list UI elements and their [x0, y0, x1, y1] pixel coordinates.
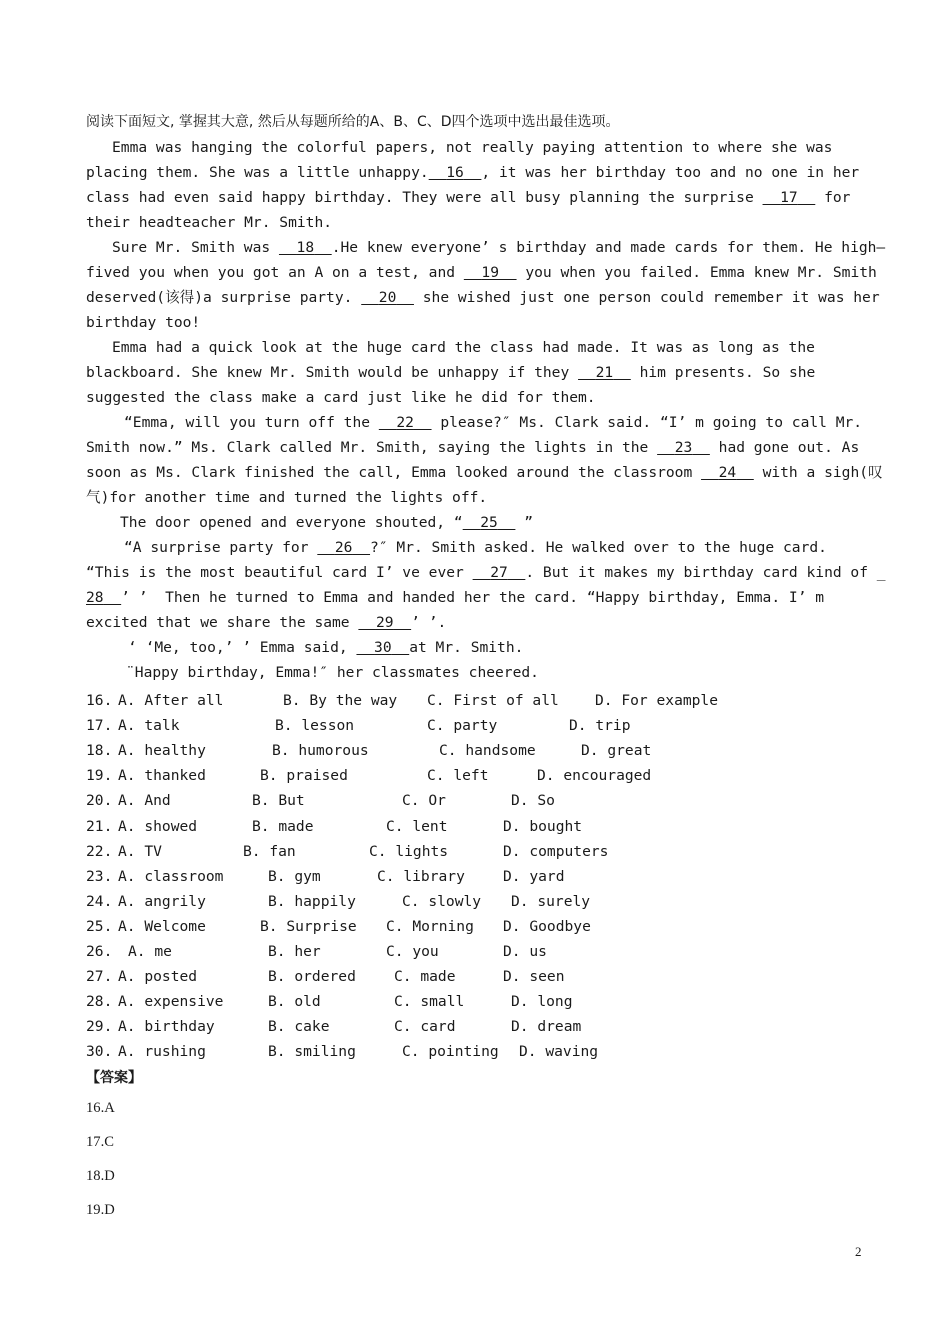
passage-line: soon as Ms. Clark finished the call, Emma looked around the classroom 24 with a sigh(叹	[86, 464, 883, 481]
option-d: D. us	[503, 943, 547, 960]
option-a: A. rushing	[118, 1043, 206, 1061]
option-d: D. surely	[511, 892, 591, 910]
option-a: A. classroom	[118, 867, 224, 885]
option-b: B. By the way	[283, 692, 398, 709]
option-b: B. lesson	[275, 717, 355, 735]
passage-line: fived you when you got an A on a test, and 19 you when you failed. Emma knew Mr. Smith	[86, 264, 877, 281]
option-d: D. great	[581, 742, 652, 760]
question-number: 21.	[86, 817, 113, 835]
answer-item: 17.C	[86, 1134, 114, 1150]
question-number: 25.	[86, 917, 113, 935]
option-c: C. small	[394, 993, 465, 1011]
option-d: D. encouraged	[537, 767, 652, 785]
option-d: D. For example	[595, 692, 719, 709]
option-c: C. card	[394, 1018, 456, 1036]
answer-heading: 【答案】	[86, 1070, 142, 1086]
option-d: D. long	[511, 993, 573, 1011]
passage-line: “A surprise party for 26 ?″ Mr. Smith asked. He walked over to the huge card.	[124, 539, 827, 556]
answer-item: 16.A	[86, 1100, 115, 1116]
question-number: 27.	[86, 968, 113, 986]
passage-line: Sure Mr. Smith was 18 .He knew everyone’ s birthday and made cards for them. He high—	[112, 239, 886, 256]
blank-20: 20	[378, 289, 397, 306]
question-number: 30.	[86, 1043, 113, 1061]
question-number: 20.	[86, 792, 113, 810]
option-c: C. you	[386, 943, 439, 960]
option-d: D. So	[511, 792, 555, 810]
passage-line: 气)for another time and turned the lights off.	[86, 489, 488, 506]
blank-17: 17	[780, 189, 798, 206]
passage-line: class had even said happy birthday. They were all busy planning the surprise 17 for	[86, 189, 851, 206]
option-c: C. lights	[369, 842, 449, 860]
blank-18: 18	[296, 239, 315, 256]
blank-29: 29	[375, 614, 394, 631]
option-a: A. talk	[118, 717, 180, 735]
option-b: B. But	[252, 792, 305, 810]
option-b: B. cake	[268, 1018, 330, 1036]
option-b: B. humorous	[272, 742, 369, 760]
blank-25: 25	[480, 514, 498, 531]
option-c: C. library	[377, 867, 465, 885]
passage-line: their headteacher Mr. Smith.	[86, 214, 333, 231]
option-c: C. handsome	[439, 742, 536, 760]
option-b: B. smiling	[268, 1043, 356, 1061]
passage-line: Emma had a quick look at the huge card the class had made. It was as long as the	[112, 339, 815, 356]
passage-line: excited that we share the same 29 ’ ’.	[86, 614, 447, 631]
option-b: B. fan	[243, 842, 296, 860]
option-b: B. made	[252, 817, 314, 835]
option-c: C. left	[427, 767, 489, 785]
passage-line: “This is the most beautiful card I’ ve ever 27 . But it makes my birthday card kind of _	[86, 564, 886, 581]
option-a: A. healthy	[118, 742, 206, 760]
option-d: D. dream	[511, 1018, 582, 1036]
question-number: 26.	[86, 943, 113, 960]
blank-27: 27	[490, 564, 508, 581]
option-c: C. pointing	[402, 1043, 499, 1061]
option-a: A. me	[128, 943, 172, 960]
option-d: D. computers	[503, 842, 609, 860]
question-number: 23.	[86, 867, 113, 885]
option-b: B. Surprise	[260, 917, 357, 935]
question-number: 28.	[86, 993, 113, 1011]
option-d: D. seen	[503, 968, 565, 986]
passage-line: placing them. She was a little unhappy. 16 , it was her birthday too and no one in her	[86, 164, 860, 181]
question-number: 24.	[86, 892, 113, 910]
option-d: D. Goodbye	[503, 917, 591, 935]
option-b: B. ordered	[268, 968, 356, 986]
passage-line: Smith now.” Ms. Clark called Mr. Smith, saying the lights in the 23 had gone out. As	[86, 439, 860, 456]
passage-line: ¨Happy birthday, Emma!″ her classmates cheered.	[126, 664, 539, 681]
blank-22: 22	[396, 414, 414, 431]
blank-26: 26	[334, 539, 353, 556]
option-a: A. expensive	[118, 993, 224, 1011]
option-c: C. First of all	[427, 692, 559, 709]
option-c: C. party	[427, 717, 498, 735]
question-number: 22.	[86, 842, 113, 860]
blank-30: 30	[374, 639, 392, 656]
blank-28: 28	[86, 589, 104, 606]
option-a: A. birthday	[118, 1018, 215, 1036]
blank-16: 16	[446, 164, 464, 181]
instruction: 阅读下面短文, 掌握其大意, 然后从每题所给的A、B、C、D四个选项中选出最佳选项。	[86, 114, 620, 130]
passage-line: birthday too!	[86, 314, 201, 331]
option-b: B. her	[268, 943, 321, 960]
option-a: A. Welcome	[118, 917, 206, 935]
option-c: C. made	[394, 968, 456, 986]
passage-line: The door opened and everyone shouted, “ 25 ”	[120, 514, 533, 531]
passage-line: “Emma, will you turn off the 22 please?″ Ms. Clark said. “I’ m going to call Mr.	[124, 414, 863, 431]
passage-line: suggested the class make a card just like he did for them.	[86, 389, 596, 406]
blank-21: 21	[595, 364, 614, 381]
option-b: B. old	[268, 993, 321, 1011]
option-a: A. showed	[118, 817, 198, 835]
option-a: A. And	[118, 792, 171, 810]
blank-24: 24	[718, 464, 737, 481]
option-a: A. After all	[118, 692, 224, 709]
option-c: C. lent	[386, 817, 448, 835]
passage-line: blackboard. She knew Mr. Smith would be unhappy if they 21 him presents. So she	[86, 364, 816, 381]
option-d: D. trip	[569, 717, 631, 735]
option-a: A. thanked	[118, 767, 206, 785]
answer-item: 18.D	[86, 1168, 115, 1184]
passage-line: ‘ ‘Me, too,’ ’ Emma said, 30 at Mr. Smith.	[128, 639, 524, 656]
option-a: A. angrily	[118, 892, 206, 910]
passage-line: 28 ’ ’ Then he turned to Emma and handed her the card. “Happy birthday, Emma. I’ m	[86, 589, 825, 606]
option-a: A. posted	[118, 968, 198, 986]
question-number: 17.	[86, 717, 113, 735]
blank-19: 19	[481, 264, 499, 281]
option-d: D. bought	[503, 817, 583, 835]
option-c: C. slowly	[402, 892, 482, 910]
question-number: 18.	[86, 742, 113, 760]
question-number: 29.	[86, 1018, 113, 1036]
option-b: B. gym	[268, 867, 321, 885]
option-c: C. Or	[402, 792, 446, 810]
answer-item: 19.D	[86, 1202, 115, 1218]
question-number: 16.	[86, 692, 113, 709]
option-d: D. yard	[503, 867, 565, 885]
blank-23: 23	[674, 439, 693, 456]
passage-line: Emma was hanging the colorful papers, not really paying attention to where she was	[112, 139, 833, 156]
option-b: B. happily	[268, 892, 356, 910]
passage-line: deserved(该得)a surprise party. 20 she wished just one person could remember it was her	[86, 289, 880, 306]
option-a: A. TV	[118, 842, 162, 860]
option-d: D. waving	[519, 1043, 599, 1061]
page-number: 2	[855, 1244, 862, 1259]
option-b: B. praised	[260, 767, 348, 785]
option-c: C. Morning	[386, 917, 474, 935]
question-number: 19.	[86, 767, 113, 785]
